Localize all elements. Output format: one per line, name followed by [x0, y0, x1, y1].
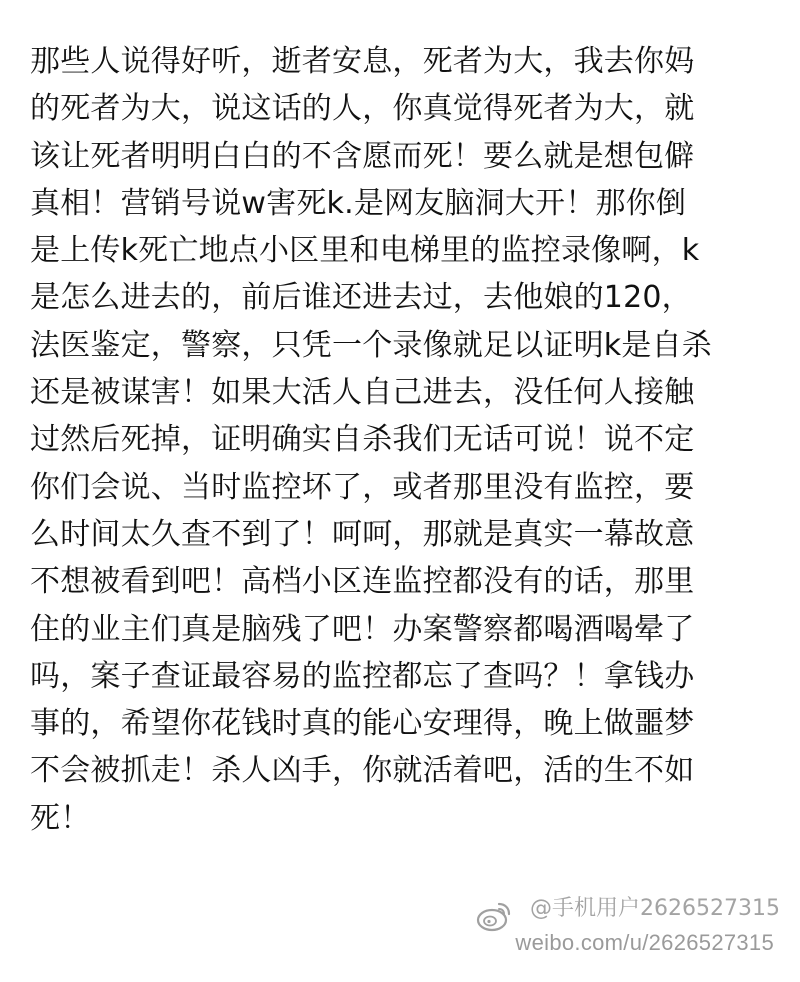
post-line-8: 还是被谋害！如果大活人自己进去，没任何人接触: [30, 375, 695, 411]
post-line-13: 住的业主们真是脑残了吧！办案警察都喝酒喝晕了: [30, 611, 695, 647]
post-line-17: 死！: [30, 800, 91, 836]
weibo-logo-icon: [474, 896, 514, 936]
post-line-4: 真相！营销号说w害死k.是网友脑洞大开！那你倒: [30, 185, 687, 221]
post-line-6: 是怎么进去的，前后谁还进去过，去他娘的120，: [30, 280, 692, 316]
weibo-watermark: [474, 892, 780, 964]
post-line-10: 你们会说、当时监控坏了，或者那里没有监控，要: [30, 469, 695, 505]
watermark-handle: @手机用户2626527315: [530, 896, 780, 921]
post-line-15: 事的，希望你花钱时真的能心安理得，晚上做噩梦: [30, 706, 695, 742]
post-line-9: 过然后死掉，证明确实自杀我们无话可说！说不定: [30, 422, 695, 458]
post-line-16: 不会被抓走！杀人凶手，你就活着吧，活的生不如: [30, 753, 695, 789]
post-line-12: 不想被看到吧！高档小区连监控都没有的话，那里: [30, 564, 695, 600]
post-line-1: 那些人说得好听，逝者安息，死者为大，我去你妈: [30, 44, 695, 79]
watermark-url: weibo.com/u/2626527315: [515, 930, 774, 955]
post-line-11: 么时间太久查不到了！呵呵，那就是真实一幕故意: [30, 516, 695, 552]
post-line-7: 法医鉴定，警察，只凭一个录像就足以证明k是自杀: [30, 327, 712, 363]
post-body: [30, 38, 780, 842]
post-line-14: 吗，案子查证最容易的监控都忘了查吗？！拿钱办: [30, 658, 695, 694]
post-line-3: 该让死者明明白白的不含愿而死！要么就是想包僻: [30, 138, 695, 174]
post-line-2: 的死者为大，说这话的人，你真觉得死者为大，就: [30, 91, 695, 127]
post-line-5: 是上传k死亡地点小区里和电梯里的监控录像啊，k: [30, 233, 700, 269]
